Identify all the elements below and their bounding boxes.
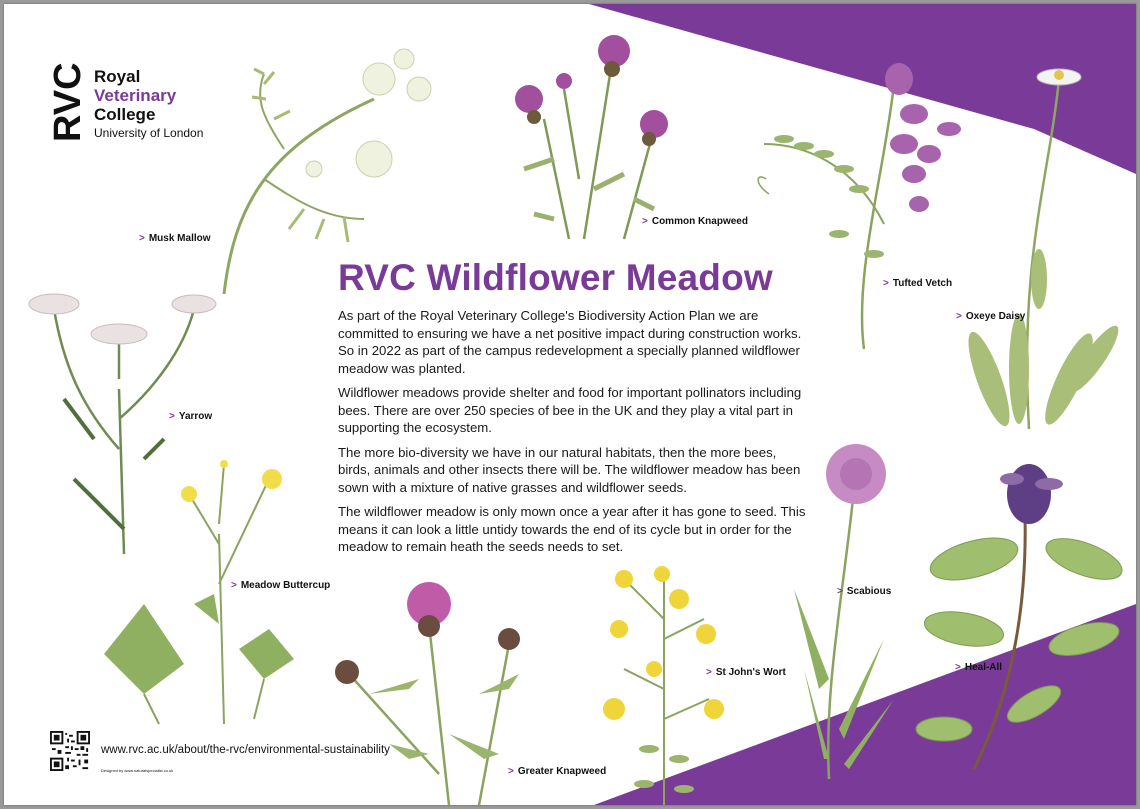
label-scabious-text: Scabious	[846, 586, 892, 597]
common-knapweed-illustration	[494, 29, 694, 244]
logo-line-2: Veterinary	[94, 86, 177, 105]
body-text	[338, 307, 806, 563]
rvc-logo-letters: RVC	[47, 62, 89, 142]
label-common-knapweed-text: Common Knapweed	[651, 216, 748, 227]
label-greater-knapweed-text: Greater Knapweed	[517, 766, 607, 777]
poster	[4, 4, 1136, 805]
qr-code[interactable]	[50, 731, 90, 771]
label-common-knapweed: > Common Knapweed	[642, 216, 748, 227]
st-johns-wort-illustration	[594, 559, 744, 805]
label-tufted-vetch: > Tufted Vetch	[883, 278, 953, 289]
label-st-johns-wort: > St John's Wort	[706, 667, 786, 678]
label-greater-knapweed: > Greater Knapweed	[508, 766, 607, 777]
designer-credit: Designed by www.naturalspecialist.co.uk	[101, 768, 174, 773]
label-oxeye-daisy: > Oxeye Daisy	[956, 311, 1026, 322]
label-musk-mallow-text: Musk Mallow	[148, 233, 211, 244]
oxeye-daisy-illustration	[949, 59, 1109, 439]
heal-all-illustration	[904, 459, 1124, 779]
rvc-logo	[47, 52, 230, 152]
label-tufted-vetch-text: Tufted Vetch	[892, 278, 953, 289]
label-heal-all: > Heal-All	[955, 662, 1003, 673]
label-yarrow: > Yarrow	[169, 411, 213, 422]
label-yarrow-text: Yarrow	[178, 411, 213, 422]
logo-line-3: College	[94, 105, 156, 124]
meadow-buttercup-illustration	[84, 454, 304, 729]
paragraph-2: Wildflower meadows provide shelter and food for important pollinators including bees. There are over 250 species of bee in the UK and they play a vital part in supporting the ecosystem.	[338, 385, 802, 435]
page-title: RVC Wildflower Meadow	[338, 257, 773, 298]
label-meadow-buttercup: > Meadow Buttercup	[231, 580, 331, 591]
label-heal-all-text: Heal-All	[964, 662, 1003, 673]
paragraph-3: The more bio-diversity we have in our natural habitats, then the more bees, birds, animals and other insects there will be. The wildflower meadow has been sown with a mixture of native grasses and wildflower seeds.	[338, 444, 801, 495]
label-scabious: > Scabious	[837, 586, 892, 597]
label-st-johns-wort-text: St John's Wort	[715, 667, 786, 678]
paragraph-1: As part of the Royal Veterinary College's Biodiversity Action Plan we are committed to ensuring we have a net positive impact during construction works. So in 2022 as part of the campus redevelopment a specially planned wildflower meadow was planted.	[338, 308, 802, 376]
website-url[interactable]: www.rvc.ac.uk/about/the-rvc/environmental-sustainability	[101, 744, 390, 756]
label-oxeye-daisy-text: Oxeye Daisy	[965, 311, 1026, 322]
logo-college-name	[94, 67, 176, 124]
rvc-logo-mark	[47, 52, 89, 144]
logo-university: University of London	[94, 126, 204, 140]
label-musk-mallow: > Musk Mallow	[139, 233, 211, 244]
logo-line-1: Royal	[94, 67, 141, 86]
paragraph-4: The wildflower meadow is only mown once a year after it has gone to seed. This means it can look a little untidy towards the end of its cycle but in order for the meadow to remain heath the seeds needs to set.	[338, 504, 806, 554]
label-meadow-buttercup-text: Meadow Buttercup	[240, 580, 331, 591]
